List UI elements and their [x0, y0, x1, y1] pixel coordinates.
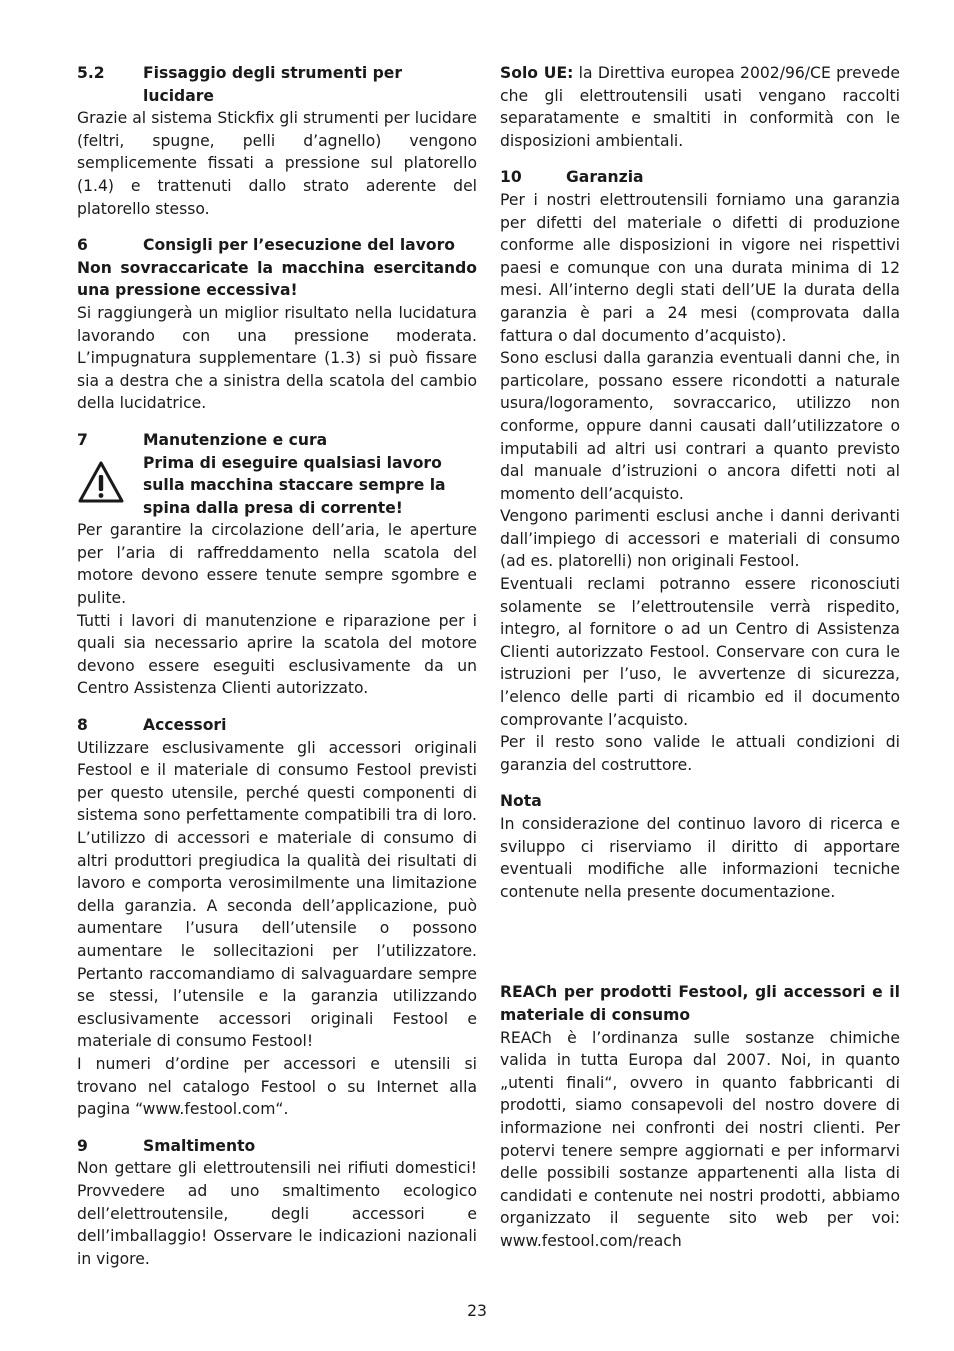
bold-notice: Non sovraccaricate la macchina esercitando una pressione eccessiva!: [77, 258, 477, 300]
page-number: 23: [467, 1302, 487, 1320]
section-title: Consigli per l’esecuzione del lavoro: [143, 236, 455, 255]
paragraph: In considerazione del continuo lavoro di ricerca e sviluppo ci riserviamo il diritto di apportare eventuali modifiche alle informazioni tecniche contenute nella presente documentazione.: [500, 815, 900, 901]
warning-text: Prima di eseguire qualsiasi lavoro sulla macchina staccare sempre la spina dalla presa di corrente!: [143, 453, 446, 517]
section-9: [77, 1135, 477, 1271]
reach-link[interactable]: www.festool.com/reach: [500, 1231, 682, 1250]
section-heading: [77, 62, 477, 107]
section-reach: [500, 981, 900, 1252]
section-title: Accessori: [143, 716, 227, 735]
section-title: Manutenzione e cura: [143, 430, 328, 449]
section-title: Nota: [500, 792, 542, 811]
paragraph: Tutti i lavori di manutenzione e riparazione per i quali sia necessario aprire la scatola del motore devono essere eseguiti esclusivamente da un Centro Assistenza Clienti autorizzato.: [77, 611, 477, 698]
section-6: [77, 234, 477, 415]
eu-label: Solo UE:: [500, 64, 574, 82]
section-heading: [77, 714, 477, 737]
section-number: 9: [77, 1136, 88, 1155]
warning-block: [77, 452, 477, 520]
section-heading: [77, 234, 477, 257]
eu-text: la Direttiva europea 2002/96/CE prevede che gli elettroutensili usati vengano raccolti separatamente e smaltiti in conformità con le disposizioni ambientali.: [500, 64, 900, 150]
paragraph: Eventuali reclami potranno essere riconosciuti solamente se l’elettroutensile verrà rispedito, integro, al fornitore o ad un Centro di Assistenza Clienti autorizzato Festool. Conservare con cura le istruzioni per l’uso, le avvertenze di sicurezza, l’elenco delle parti di ricambio ed il documento comprovante l’acquisto.: [500, 575, 900, 729]
section-number: 10: [500, 168, 522, 187]
left-column: [77, 62, 477, 1270]
section-number: 8: [77, 716, 88, 735]
section-10: [500, 166, 900, 776]
section-heading: [77, 1135, 477, 1158]
section-title: REACh per prodotti Festool, gli accessori e il materiale di consumo: [500, 983, 900, 1024]
section-number: 7: [77, 430, 88, 449]
paragraph: Utilizzare esclusivamente gli accessori originali Festool e il materiale di consumo Festool previsti per questo utensile, perché questi componenti di sistema sono perfettamente compatibili tra di loro. L’utilizzo di accessori e materiale di consumo di altri produttori pregiudica la qualità dei risultati di lavoro e comporta verosimilmente una limitazione della garanzia. A seconda dell’applicazione, può aumentare l’usura dell’utensile o possono aumentare le sollecitazioni per l’utilizzatore. Pertanto raccomandiamo di salvaguardare sempre se stessi, l’utensile e la garanzia utilizzando esclusivamente accessori originali Festool e materiale di consumo Festool!: [77, 738, 477, 1051]
section-number: 5.2: [77, 64, 105, 82]
paragraph: [500, 1027, 900, 1253]
paragraph: Sono esclusi dalla garanzia eventuali danni che, in particolare, possano essere ricondotti a naturale usura/logoramento, sovraccarico, utilizzo non conforme, oppure danni causati dall’utilizzatore o imputabili ad altri usi contrari a quanto previsto dal manuale d’istruzioni o ancora difetti noti al momento dell’acquisto.: [500, 349, 900, 503]
paragraph: Non gettare gli elettroutensili nei rifiuti domestici! Provvedere ad uno smaltimento ecologico dell’elettroutensile, degli accessori e dell’imballaggio! Osservare le indicazioni nazionali in vigore.: [77, 1159, 477, 1268]
reach-text: REACh è l’ordinanza sulle sostanze chimiche valida in tutta Europa dal 2007. Noi, in quanto „utenti finali“, ovvero in quanto fabbricanti di prodotti, siamo consapevoli del nostro dovere di informazione nei confronti dei nostri clienti. Per potervi tenere sempre aggiornati e per informarvi delle possibili sostanze appartenenti alla lista di candidati e contenute nei nostri prodotti, abbiamo organizzato il seguente sito web per voi:: [500, 1028, 900, 1228]
paragraph: Per i nostri elettroutensili forniamo una garanzia per difetti del materiale o difetti di produzione conforme alle disposizioni in vigore nei rispettivi paesi e comunque con una durata minima di 12 mesi. All’interno degli stati dell’UE la durata della garanzia è pari a 24 mesi (comprovata dalla fattura o dal documento d’acquisto).: [500, 190, 900, 345]
section-nota: [500, 790, 900, 903]
paragraph: Grazie al sistema Stickfix gli strumenti per lucidare (feltri, spugne, pelli d’agnello) vengono semplicemente fissati a pressione sul platorello (1.4) e trattenuti dallo strato aderente del platorello stesso.: [77, 109, 477, 218]
section-title: Smaltimento: [143, 1136, 256, 1155]
paragraph: [500, 62, 900, 152]
section-eu-disposal: [500, 62, 900, 152]
right-column: [500, 62, 900, 1253]
section-7: [77, 429, 477, 700]
section-number: 6: [77, 236, 88, 255]
section-title: Garanzia: [566, 168, 644, 187]
warning-triangle-icon: [77, 452, 143, 520]
paragraph: I numeri d’ordine per accessori e utensili si trovano nel catalogo Festool o su Internet alla pagina “www.festool.com“.: [77, 1054, 477, 1119]
paragraph: Vengono parimenti esclusi anche i danni derivanti dall’impiego di accessori e materiali di consumo (ad es. platorelli) non originali Festool.: [500, 507, 900, 571]
paragraph: Per garantire la circolazione dell’aria, le aperture per l’aria di raffreddamento nella scatola del motore devono essere tenute sempre sgombre e pulite.: [77, 521, 477, 608]
section-heading: [77, 429, 477, 452]
section-5-2: [77, 62, 477, 220]
paragraph: Si raggiungerà un miglior risultato nella lucidatura lavorando con una pressione moderata. L’impugnatura supplementare (1.3) si può fissare sia a destra che a sinistra della scatola del cambio della lucidatrice.: [77, 303, 477, 413]
paragraph: Per il resto sono valide le attuali condizioni di garanzia del costruttore.: [500, 733, 900, 774]
section-8: [77, 714, 477, 1121]
section-heading: [500, 166, 900, 189]
section-title: Fissaggio degli strumenti per lucidare: [143, 64, 403, 105]
